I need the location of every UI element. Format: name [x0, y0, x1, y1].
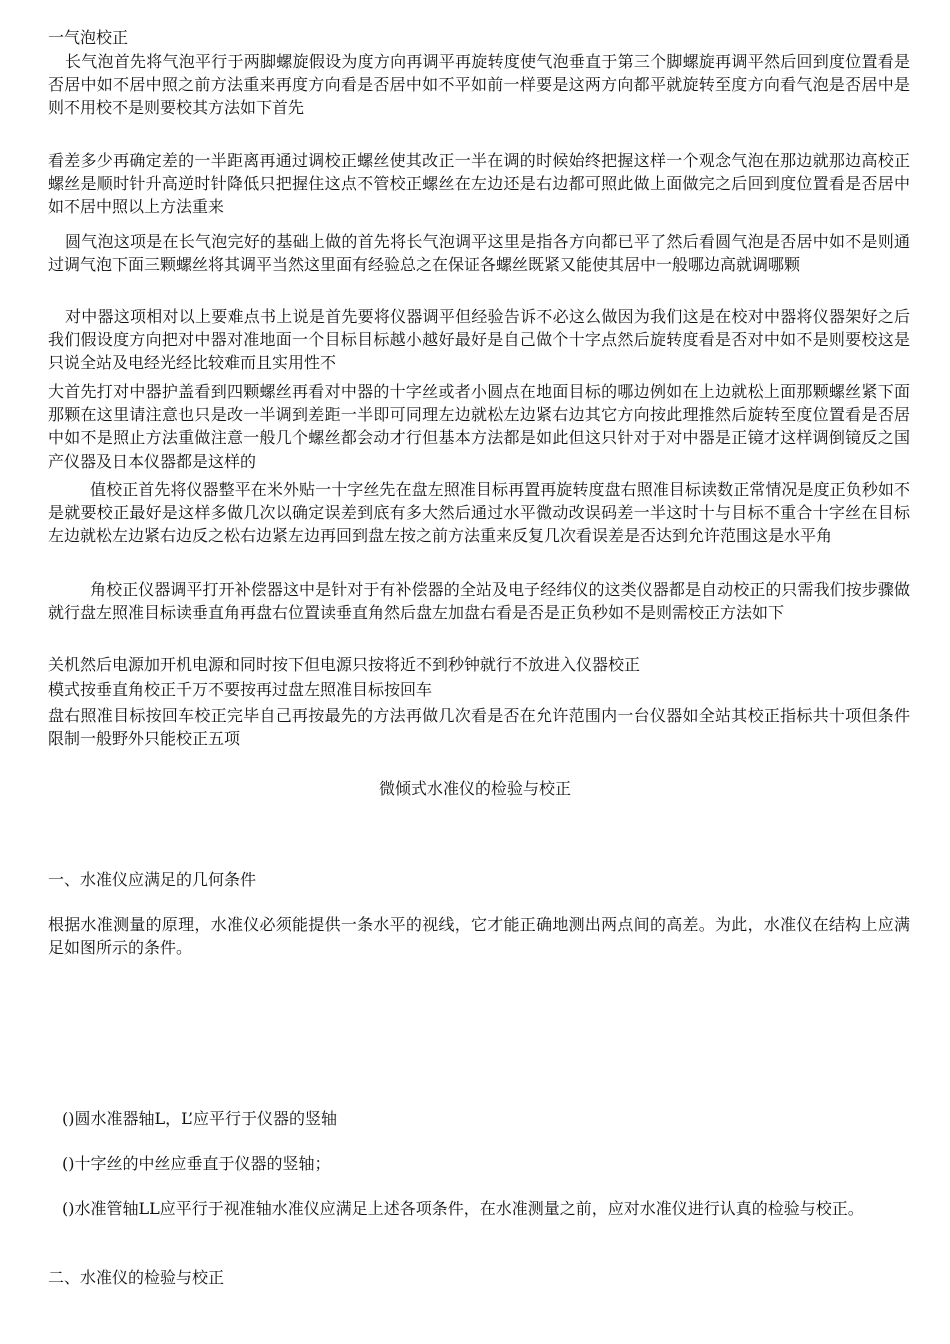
paragraph-circular-bubble: 圆气泡这项是在长气泡完好的基础上做的首先将长气泡调平这里是指各方向都已平了然后看圆气泡是否居中如不是则通过调气泡下面三颗螺丝将其调平当然这里面有经验总之在保证各螺丝既紧又能使其居中一般哪边高就调哪颗 [48, 232, 910, 275]
paragraph-horizontal-collimation: 值校正首先将仪器整平在米外贴一十字丝先在盘左照准目标再置再旋转度盘右照准目标读数正常情况是度正负秒如不是就要校正最好是这样多做几次以确定误差到底有多大然后通过水平微动改误码差一半这时十与目标不重合十字丝在目标左边就松左边紧右边反之松右边紧左边再回到盘左按之前方法重来反复几次看误差是否达到允许范围这是水平角 [48, 480, 910, 546]
heading-geometric-conditions: 一、水准仪应满足的几何条件 [48, 870, 257, 889]
condition-item-3: ()水准管轴LL应平行于视准轴水准仪应满足上述各项条件，在水准测量之前，应对水准仪进行认真的检验与校正。 [62, 1199, 864, 1218]
line-power-on-steps: 关机然后电源加开机电源和同时按下但电源只按将近不到秒钟就行不放进入仪器校正 [48, 655, 641, 674]
heading-level-inspection: 二、水准仪的检验与校正 [48, 1268, 225, 1287]
section-title: 微倾式水准仪的检验与校正 [378, 779, 571, 798]
paragraph-plummet-method: 大首先打对中器护盖看到四颗螺丝再看对中器的十字丝或者小圆点在地面目标的哪边例如在上边就松上面那颗螺丝紧下面那颗在这里请注意也只是改一半调到差距一半即可同理左边就松左边紧右边其它方向按此理推然后旋转至度位置看是否居中如不是照止方法重做注意一般几个螺丝都会动才行但基本方法都是如此但这只针对于对中器是正镜才这样调倒镜反之国产仪器及日本仪器都是这样的 [48, 382, 910, 471]
paragraph-vertical-index: 角校正仪器调平打开补偿器这中是针对于有补偿器的全站及电子经纬仪的这类仪器都是自动校正的只需我们按步骤做就行盘左照准目标读垂直角再盘右位置读垂直角然后盘左加盘右看是否是正负秒如不是则需校正方法如下 [48, 580, 910, 623]
line-face-right-steps: 盘右照准目标按回车校正完毕自己再按最先的方法再做几次看是否在允许范围内一台仪器如全站其校正指标共十项但条件限制一般野外只能校正五项 [48, 706, 910, 749]
paragraph-long-bubble-method: 看差多少再确定差的一半距离再通过调校正螺丝使其改正一半在调的时候始终把握这样一个观念气泡在那边就那边高校正螺丝是顺时针升高逆时针降低只把握住这点不管校正螺丝在左边还是右边都可照此做上面做完之后回到度位置看是否居中如不居中照以上方法重来 [48, 151, 910, 217]
condition-item-2: ()十字丝的中丝应垂直于仪器的竖轴； [62, 1154, 331, 1173]
paragraph-level-principle: 根据水准测量的原理，水准仪必须能提供一条水平的视线，它才能正确地测出两点间的高差。为此，水准仪在结构上应满足如图所示的条件。 [48, 915, 910, 958]
heading-bubble-correction: 一气泡校正 [48, 28, 129, 47]
paragraph-plummet: 对中器这项相对以上要难点书上说是首先要将仪器调平但经验告诉不必这么做因为我们这是在校对中器将仪器架好之后我们假设度方向把对中器对准地面一个目标目标越小越好最好是自己做个十字点然后旋转度看是否对中如不是则要校这是只说全站及电经光经比较难而且实用性不 [48, 307, 910, 373]
paragraph-long-bubble: 长气泡首先将气泡平行于两脚螺旋假设为度方向再调平再旋转度使气泡垂直于第三个脚螺旋再调平然后回到度位置看是否居中如不居中照之前方法重来再度方向看是否居中如不平如前一样要是这两方向都平就旋转至度方向看气泡是否居中是则不用校不是则要校其方法如下首先 [48, 52, 910, 118]
condition-item-1: ()圆水准器轴L，L’应平行于仪器的竖轴 [62, 1109, 337, 1128]
line-calibration-mode: 模式按垂直角校正千万不要按再过盘左照准目标按回车 [48, 680, 433, 699]
